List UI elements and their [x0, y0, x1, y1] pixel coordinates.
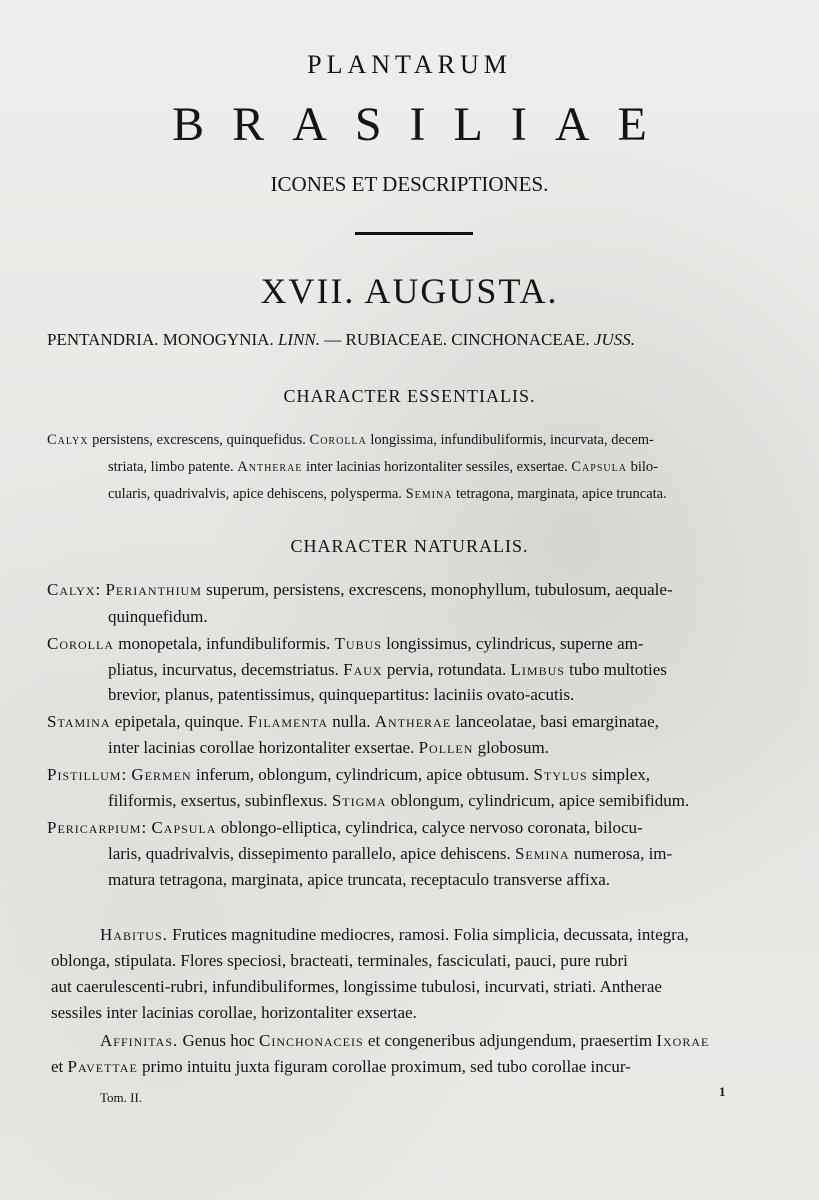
classification-juss-author: JUSS.: [593, 330, 635, 349]
text: filiformis, exsertus, subinflexus.: [108, 791, 332, 810]
text: Genus hoc: [178, 1031, 259, 1050]
essential-line-1: [47, 432, 654, 449]
text: persistens, excrescens, quinquefidus.: [88, 432, 310, 448]
text: Frutices magnitudine mediocres, ramosi. Folia simplicia, decussata, integra,: [167, 925, 689, 944]
natural-corolla-line-2: [108, 660, 667, 680]
title-brasiliae: BRASILIAE: [172, 98, 675, 151]
term-perianthium: Perianthium: [105, 580, 202, 599]
subtitle-icones: ICONES ET DESCRIPTIONES.: [270, 172, 549, 196]
text: pliatus, incurvatus, decemstriatus.: [108, 660, 344, 679]
text: globosum.: [473, 738, 549, 757]
term-pistillum: Pistillum:: [47, 765, 128, 784]
natural-corolla-line-1: [47, 634, 644, 654]
affinitas-line-2: [51, 1057, 631, 1077]
text: monopetala, infundibuliformis.: [114, 634, 335, 653]
natural-calyx-line-2: quinquefidum.: [108, 607, 208, 626]
text: inter lacinias horizontaliter sessiles, exsertae.: [302, 459, 572, 475]
term-stylus: Stylus: [533, 765, 588, 784]
term-pericarpium: Pericarpium:: [47, 818, 148, 837]
text: bilo-: [626, 459, 658, 475]
natural-pistillum-line-2: [108, 791, 689, 811]
term-pollen: Pollen: [418, 738, 474, 757]
volume-label: Tom. II.: [100, 1090, 143, 1105]
text: primo intuitu juxta figuram corollae proximum, sed tubo corollae incur-: [137, 1057, 631, 1076]
term-stamina: Stamina: [47, 712, 111, 731]
text: longissima, infundibuliformis, incurvata, decem-: [366, 432, 654, 448]
text: tubo multoties: [564, 660, 667, 679]
classification-linnaean: PENTANDRIA. MONOGYNIA.: [47, 330, 278, 349]
text: oblongo-elliptica, cylindrica, calyce nervoso coronata, bilocu-: [216, 818, 643, 837]
natural-calyx-line-1: [47, 580, 673, 600]
term-corolla: Corolla: [309, 432, 367, 448]
natural-pericarpium-line-2: [108, 844, 672, 864]
term-capsula: Capsula: [571, 459, 627, 475]
habitus-line-4: sessiles inter lacinias corollae, horizontaliter exsertae.: [51, 1003, 417, 1022]
term-tubus: Tubus: [334, 634, 382, 653]
term-ixorae: Ixorae: [656, 1031, 710, 1050]
term-germen: Germen: [131, 765, 192, 784]
text: numerosa, im-: [569, 844, 673, 863]
natural-corolla-line-3: brevior, planus, patentissimus, quinquepartitus: laciniis ovato-acutis.: [108, 685, 575, 704]
term-antherae: Antherae: [374, 712, 452, 731]
text: striata, limbo patente.: [108, 459, 238, 475]
text: nulla.: [328, 712, 375, 731]
text: longissimus, cylindricus, superne am-: [381, 634, 644, 653]
term-filamenta: Filamenta: [247, 712, 329, 731]
text: superum, persistens, excrescens, monophyllum, tubulosum, aequale-: [201, 580, 673, 599]
natural-pericarpium-line-3: matura tetragona, marginata, apice truncata, receptaculo transverse affixa.: [108, 870, 611, 889]
genus-title: XVII. AUGUSTA.: [260, 271, 559, 311]
habitus-line-1: [100, 925, 689, 945]
term-semina: Semina: [405, 486, 453, 502]
natural-stamina-line-1: [47, 712, 659, 732]
text: laris, quadrivalvis, dissepimento parallelo, apice dehiscens.: [108, 844, 515, 863]
heading-character-essentialis: CHARACTER ESSENTIALIS.: [283, 386, 536, 406]
text: pervia, rotundata.: [382, 660, 511, 679]
essential-line-3: [108, 486, 667, 503]
text: simplex,: [587, 765, 650, 784]
text: epipetala, quinque.: [110, 712, 248, 731]
text: lanceolatae, basi emarginatae,: [451, 712, 659, 731]
affinitas-line-1: [100, 1031, 709, 1051]
text: et: [51, 1057, 68, 1076]
essential-line-2: [108, 459, 658, 476]
term-limbus: Limbus: [510, 660, 565, 679]
natural-stamina-line-2: [108, 738, 549, 758]
natural-pistillum-line-1: [47, 765, 650, 785]
term-stigma: Stigma: [331, 791, 387, 810]
term-antherae: Antherae: [237, 459, 303, 475]
term-cinchonaceis: Cinchonaceis: [258, 1031, 364, 1050]
term-capsula: Capsula: [151, 818, 217, 837]
title-divider: [355, 232, 473, 235]
term-habitus: Habitus.: [100, 925, 168, 944]
term-corolla: Corolla: [47, 634, 115, 653]
signature-mark: 1: [719, 1084, 726, 1099]
text: cularis, quadrivalvis, apice dehiscens, polysperma.: [108, 486, 406, 502]
term-affinitas: Affinitas.: [100, 1031, 179, 1050]
term-calyx: Calyx:: [47, 580, 102, 599]
text: inter lacinias corollae horizontaliter exsertae.: [108, 738, 419, 757]
classification-line: [47, 330, 787, 350]
classification-jussieu: — RUBIACEAE. CINCHONACEAE.: [320, 330, 594, 349]
natural-pericarpium-line-1: [47, 818, 643, 838]
term-faux: Faux: [343, 660, 383, 679]
term-calyx: Calyx: [47, 432, 89, 448]
term-pavettae: Pavettae: [67, 1057, 138, 1076]
habitus-line-3: aut caerulescenti-rubri, infundibuliformes, longissime tubulosi, incurvati, striati. Antherae: [51, 977, 662, 996]
classification-linn-author: LINN.: [277, 330, 321, 349]
habitus-line-2: oblonga, stipulata. Flores speciosi, bracteati, terminales, fasciculati, pauci, pure rubri: [51, 951, 628, 970]
term-semina: Semina: [514, 844, 570, 863]
text: tetragona, marginata, apice truncata.: [452, 486, 667, 502]
text: inferum, oblongum, cylindricum, apice obtusum.: [191, 765, 534, 784]
title-plantarum: PLANTARUM: [307, 50, 512, 79]
heading-character-naturalis: CHARACTER NATURALIS.: [290, 536, 529, 556]
text: et congeneribus adjungendum, praesertim: [363, 1031, 657, 1050]
text: oblongum, cylindricum, apice semibifidum.: [386, 791, 690, 810]
